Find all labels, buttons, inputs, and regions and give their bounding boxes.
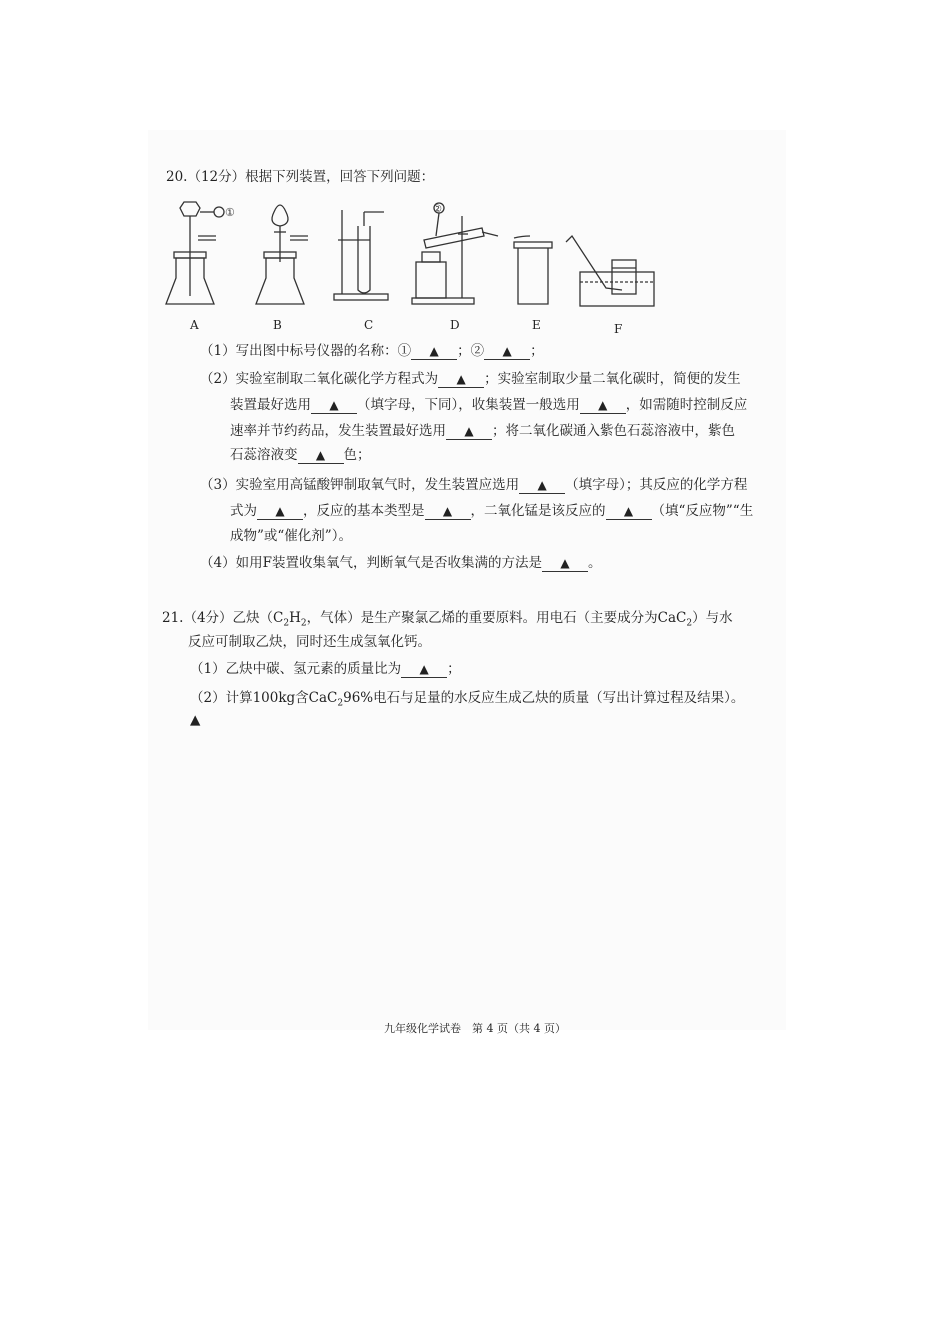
q20-part2-line4: 石蕊溶液变 ▲ 色； — [230, 447, 371, 463]
circle-label-1: ① — [225, 206, 235, 219]
label-E: E — [532, 318, 541, 332]
answer-blank[interactable]: ▲ — [484, 345, 530, 360]
page-footer: 九年级化学试卷 第 4 页（共 4 页） — [384, 1022, 566, 1035]
q21-part1: （1）乙炔中碳、氢元素的质量比为 ▲ ； — [190, 661, 461, 677]
answer-blank[interactable]: ▲ — [401, 663, 447, 678]
answer-blank[interactable]: ▲ — [438, 373, 484, 388]
answer-blank[interactable]: ▲ — [298, 449, 344, 464]
q20-part1: （1）写出图中标号仪器的名称：① ▲ ；② ▲ ； — [200, 343, 544, 359]
answer-blank[interactable]: ▲ — [411, 345, 457, 360]
q21-answer-mark[interactable]: ▲ — [190, 712, 201, 728]
circle-label-2: ② — [433, 204, 442, 215]
q20-part2-line1: （2）实验室制取二氧化碳化学方程式为 ▲ ；实验室制取少量二氧化碳时，简便的发生 — [200, 371, 741, 387]
answer-blank[interactable]: ▲ — [257, 505, 303, 520]
apparatus-figure — [162, 196, 662, 314]
answer-blank[interactable]: ▲ — [425, 505, 471, 520]
answer-blank[interactable]: ▲ — [606, 505, 652, 520]
q20-part3-line2: 式为 ▲ ，反应的基本类型是 ▲ ，二氧化锰是该反应的 ▲ （填“反应物”“生 — [230, 503, 754, 519]
answer-blank[interactable]: ▲ — [446, 425, 492, 440]
q20-part4: （4）如用F装置收集氧气，判断氧气是否收集满的方法是 ▲ 。 — [200, 555, 602, 571]
answer-blank[interactable]: ▲ — [580, 399, 626, 414]
q21-part2: （2）计算100kg含CaC$_2$96%电石与足量的水反应生成乙炔的质量（写出计算过程及结果）。 — [190, 690, 745, 709]
q20-part2-line2: 装置最好选用 ▲ （填字母，下同），收集装置一般选用 ▲ ，如需随时控制反应 — [230, 397, 748, 413]
q20-title: 20.（12分）根据下列装置，回答下列问题： — [166, 169, 435, 185]
q20-part3-line3: 成物”或“催化剂”）。 — [230, 528, 352, 544]
q20-part3-line1: （3）实验室用高锰酸钾制取氧气时，发生装置应选用 ▲ （填字母）；其反应的化学方程 — [200, 477, 748, 493]
label-C: C — [364, 318, 374, 332]
q21-line1: 21.（4分）乙炔（$C_2H_2$，气体）是生产聚氯乙烯的重要原料。用电石（主要成分为CaC$_2$）与水 — [162, 610, 733, 629]
label-D: D — [450, 318, 460, 332]
answer-blank[interactable]: ▲ — [542, 557, 588, 572]
label-F: F — [614, 322, 623, 336]
q20-part2-line3: 速率并节约药品，发生装置最好选用 ▲ ；将二氧化碳通入紫色石蕊溶液中，紫色 — [230, 423, 735, 439]
q21-line2: 反应可制取乙炔，同时还生成氢氧化钙。 — [188, 634, 431, 650]
answer-blank[interactable]: ▲ — [519, 479, 565, 494]
label-A: A — [190, 318, 199, 332]
answer-blank[interactable]: ▲ — [311, 399, 357, 414]
label-B: B — [273, 318, 282, 332]
